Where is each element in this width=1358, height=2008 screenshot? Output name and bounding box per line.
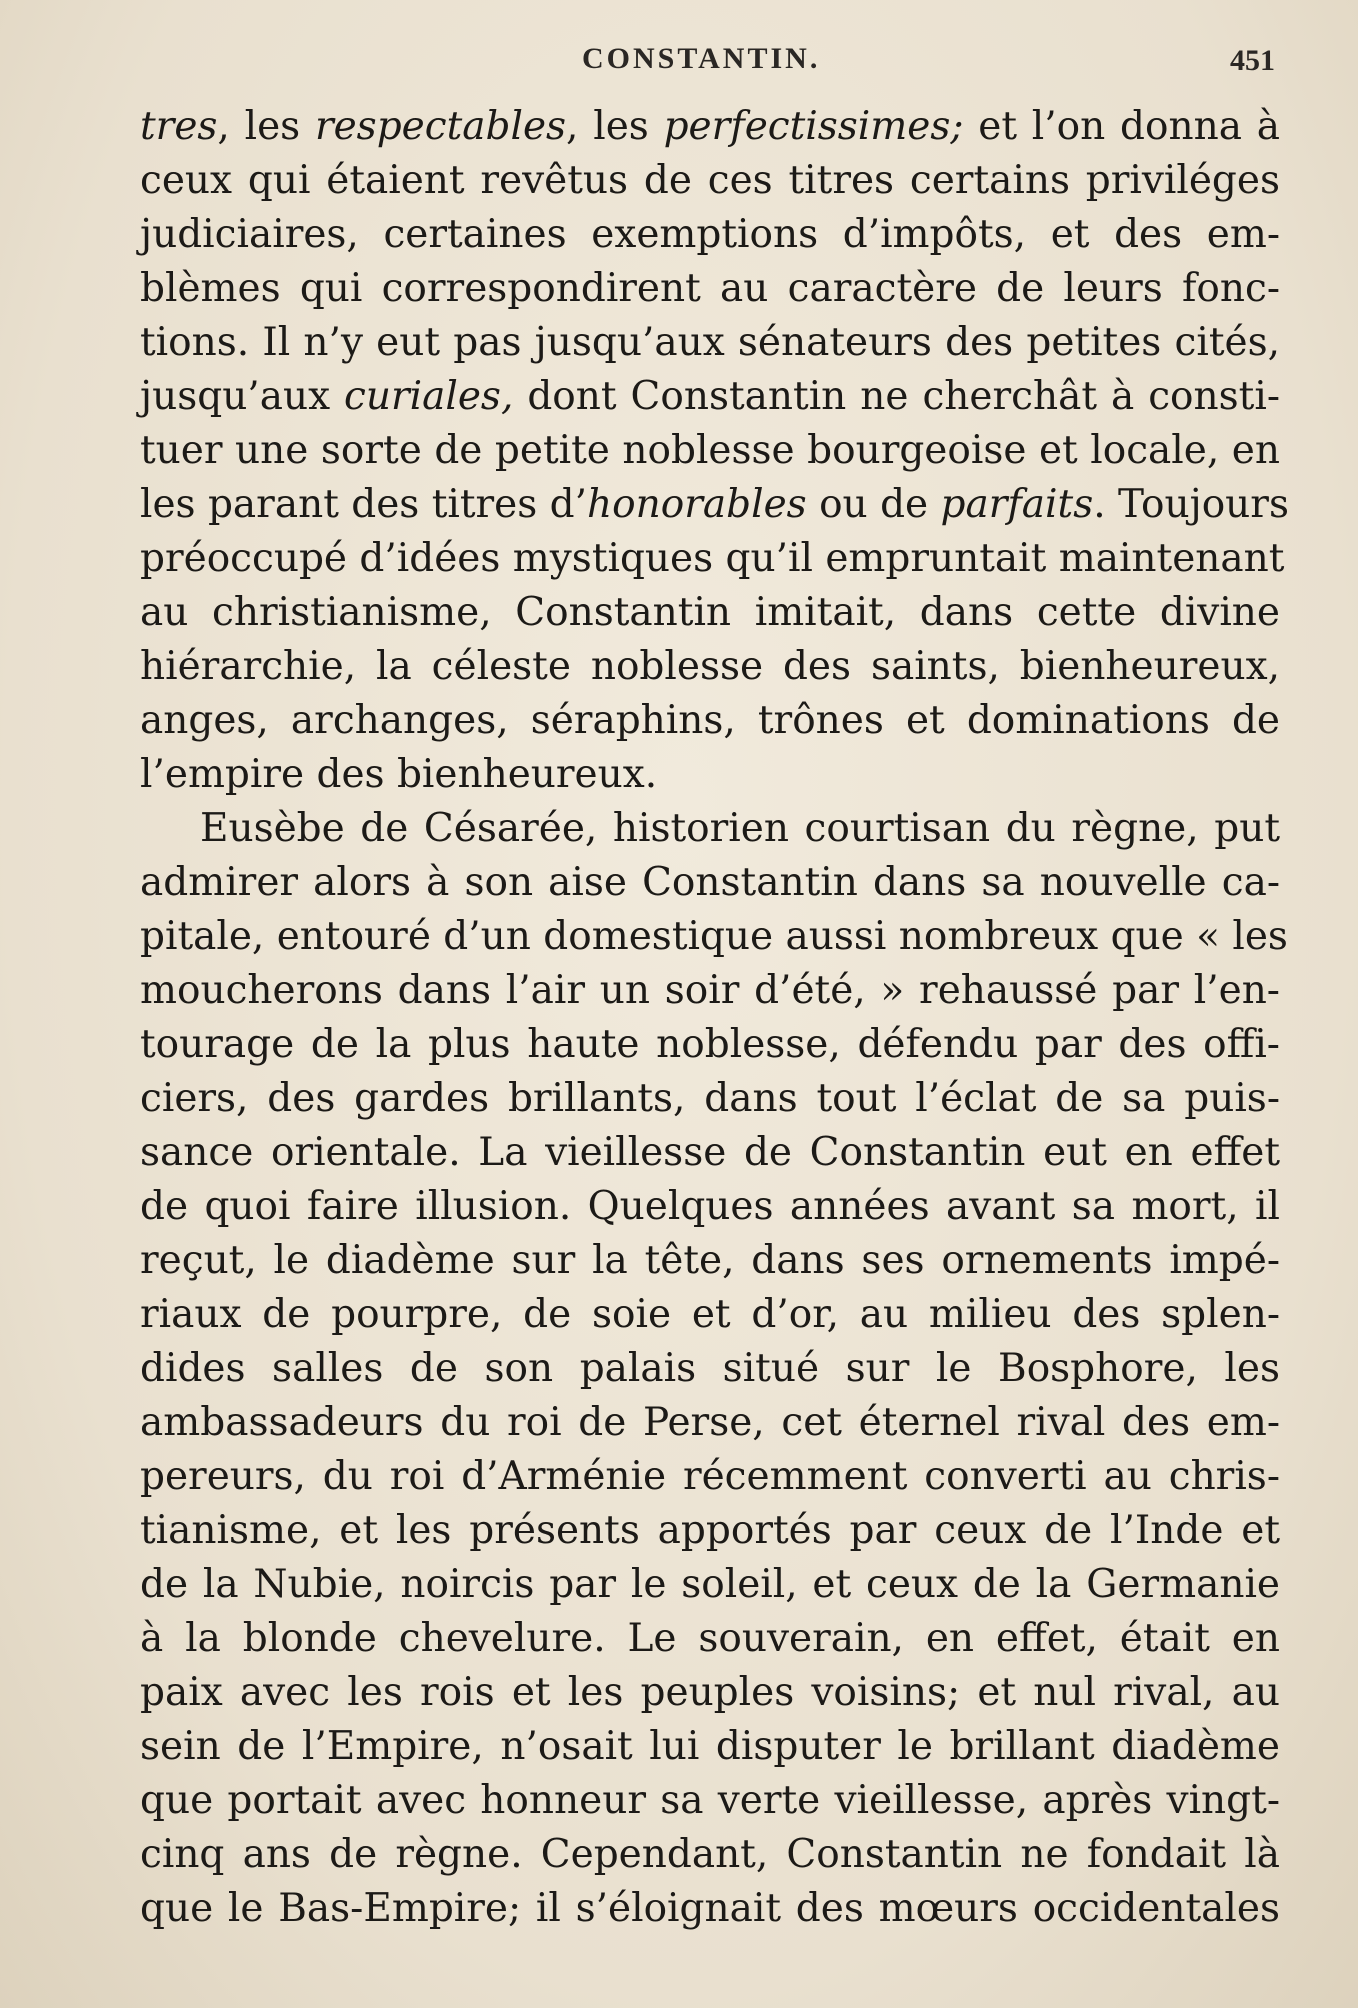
text-line: l’empire des bienheureux. [140,752,658,797]
italic-word: honorables [587,482,807,527]
italic-word: tres [140,104,218,149]
running-head [0,42,1358,82]
text-run: . Toujours [1093,482,1289,527]
text-line [140,370,1280,424]
text-line: dides salles de son palais situé sur le Bosphore, les [140,1346,1280,1391]
text-line: sance orientale. La vieillesse de Constantin eut en effet [140,1130,1280,1175]
text-line: riaux de pourpre, de soie et d’or, au milieu des splen- [140,1292,1280,1337]
text-line: cinq ans de règne. Cependant, Constantin ne fondait là [140,1832,1280,1877]
text-line: pitale, entouré d’un domestique aussi nombreux que « les [140,914,1288,959]
text-run: ou de [806,482,941,527]
italic-word: respectables [314,104,567,149]
text-line: que le Bas-Empire; il s’éloignait des mœurs occidentales [140,1886,1280,1931]
text-line: blèmes qui correspondirent au caractère de leurs fonc- [140,266,1280,311]
text-line: ceux qui étaient revêtus de ces titres certains priviléges [140,158,1280,203]
text-line: préoccupé d’idées mystiques qu’il empruntait maintenant [140,536,1285,581]
text-run: les parant des titres d’ [140,482,588,527]
text-line: de la Nubie, noircis par le soleil, et ceux de la Germanie [140,1562,1280,1607]
text-run: et l’on donna à [963,104,1281,149]
italic-word: curiales, [344,374,514,419]
running-head-title: CONSTANTIN. [582,42,821,75]
text-line: tions. Il n’y eut pas jusqu’aux sénateurs des petites cités, [140,320,1280,365]
text-line: de quoi faire illusion. Quelques années avant sa mort, il [140,1184,1280,1229]
text-line: ambassadeurs du roi de Perse, cet éternel rival des em- [140,1400,1280,1445]
text-line: à la blonde chevelure. Le souverain, en effet, était en [140,1616,1280,1661]
text-line: hiérarchie, la céleste noblesse des saints, bienheureux, [140,644,1280,689]
text-line: au christianisme, Constantin imitait, dans cette divine [140,590,1280,635]
text-line: pereurs, du roi d’Arménie récemment converti au chris- [140,1454,1280,1499]
text-line: moucherons dans l’air un soir d’été, » rehaussé par l’en- [140,968,1280,1013]
text-line: reçut, le diadème sur la tête, dans ses ornements impé- [140,1238,1280,1283]
text-line: judiciaires, certaines exemptions d’impôts, et des em- [140,212,1280,257]
text-line: anges, archanges, séraphins, trônes et dominations de [140,698,1280,743]
text-run: , les [566,104,664,149]
text-line: paix avec les rois et les peuples voisins; et nul rival, au [140,1670,1280,1715]
italic-word: perfectissimes; [663,104,964,149]
text-line [140,478,1289,532]
text-line: tianisme, et les présents apportés par ceux de l’Inde et [140,1508,1280,1553]
text-line: tourage de la plus haute noblesse, défendu par des offi- [140,1022,1280,1067]
text-run: jusqu’aux [140,374,345,419]
text-line: sein de l’Empire, n’osait lui disputer le brillant diadème [140,1724,1280,1769]
text-run: , les [217,104,315,149]
body-text [140,100,1289,1936]
text-line: ciers, des gardes brillants, dans tout l’éclat de sa puis- [140,1076,1280,1121]
text-line: tuer une sorte de petite noblesse bourgeoise et locale, en [140,428,1280,473]
italic-word: parfaits [940,482,1094,527]
text-line [140,100,1280,154]
text-line: que portait avec honneur sa verte vieillesse, après vingt- [140,1778,1280,1823]
text-line: admirer alors à son aise Constantin dans sa nouvelle ca- [140,860,1280,905]
text-run: dont Constantin ne cherchât à consti- [513,374,1280,419]
page-number: 451 [1230,44,1275,77]
text-line: Eusèbe de Césarée, historien courtisan du règne, put [200,806,1280,851]
